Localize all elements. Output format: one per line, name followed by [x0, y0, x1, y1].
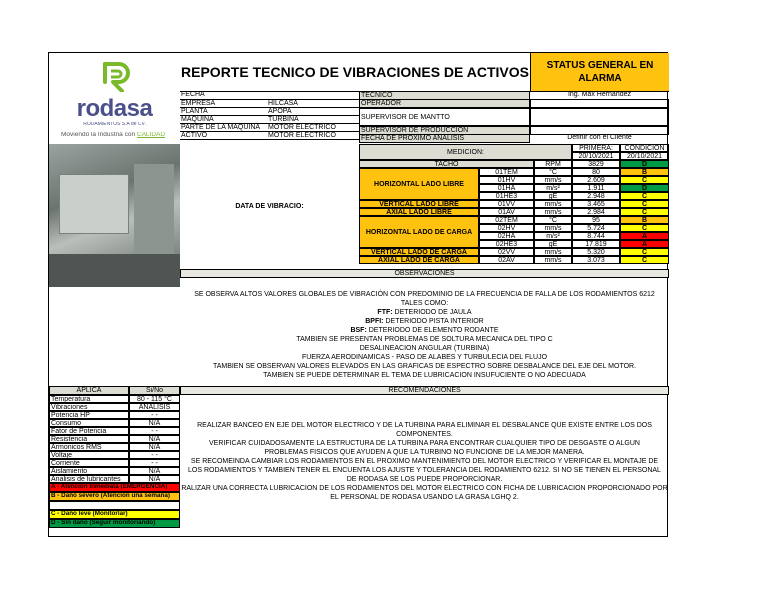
group-label: HORIZONTAL LADO LIBRE — [359, 168, 479, 200]
aplica-row-value: - - — [129, 459, 180, 467]
aplica-row-label: Corriente — [49, 459, 129, 467]
aplica-row-value: - - — [129, 411, 180, 419]
sino-header: Si/No — [129, 386, 180, 395]
obs-line3: FUERZA AERODINAMICAS - PASO DE ALABES Y TURBULECIA DEL FLUJO — [301, 354, 548, 361]
measure-status: B — [620, 168, 669, 176]
measure-status: C — [620, 192, 669, 200]
aplica-row-value: 80 - 115 °C — [129, 395, 180, 403]
measure-code: 02HV — [479, 224, 534, 232]
aplica-row-label: Consumo — [49, 419, 129, 427]
group-label: VERTICAL LADO LIBRE — [359, 200, 479, 208]
observaciones-body — [180, 278, 669, 386]
aplica-row-value: N/A — [129, 467, 180, 475]
measure-code: 01HV — [479, 176, 534, 184]
measure-value: 3.073 — [572, 256, 620, 264]
bsf-text: DETERIODO DE ELEMENTO RODANTE — [368, 327, 499, 334]
group-label: AXIAL LADO LIBRE — [359, 208, 479, 216]
machine-photo — [49, 144, 180, 287]
machine-base — [49, 254, 180, 287]
observaciones-header: OBSERVACIONES — [180, 269, 669, 278]
machine-housing — [59, 174, 129, 234]
medicion-label: MEDICION: — [359, 144, 572, 160]
measure-status: C — [620, 224, 669, 232]
supervisor-mantto-value — [530, 108, 669, 126]
fecha-prox-label: FECHA DE PROXIMO ANALISIS — [359, 134, 530, 143]
measure-unit: gE — [534, 192, 572, 200]
rec-p4: RALIZAR UNA CORRECTA LUBRICACION DE LOS RODAMIENTOS DEL MOTOR ELECTRICO CON FICHA DE LUBRICACION PROPORCIONADO POR EL PERSONAL DE RODASA USANDO LA GRASA LGHQ 2. — [181, 485, 668, 501]
measure-value: 3.465 — [572, 200, 620, 208]
measure-unit: mm/s — [534, 176, 572, 184]
measure-value: 5.320 — [572, 248, 620, 256]
measure-unit: m/s² — [534, 184, 572, 192]
bsf-label: BSF: — [350, 327, 367, 334]
rec-p3: SE RECOMEINDA CAMBIAR LOS RODAMIENTOS EN EL PROXIMO MANTENIMIENTO DEL MOTOR ELECTRICO Y VERIFICAR EL MONTAJE DE LOS RODAMIENTOS Y TAMBIEN TENER EL ENCUENTA LOS AJUSTE Y TOLERANCIA DEL RODAMIENTO 6212. SI NO SE TIENEN EL PERSONAL DE RODASA SE LOS PUEDE PROPORCIONAR. — [188, 458, 661, 483]
info-label-1: EMPRESA — [180, 100, 267, 108]
tacho-unit: RPM — [534, 160, 572, 168]
info-label-0: FECHA — [180, 91, 267, 100]
fecha-prox-value: Definir con el Cliente — [567, 134, 632, 141]
report-sheet — [48, 52, 668, 537]
aplica-row-label: Fator de Potencia — [49, 427, 129, 435]
ftf-label: FTF: — [377, 309, 393, 316]
measure-status: D — [620, 184, 669, 192]
measure-value: 17.819 — [572, 240, 620, 248]
measure-value: 5.724 — [572, 224, 620, 232]
info-value-0 — [267, 91, 359, 100]
report-title: REPORTE TECNICO DE VIBRACIONES DE ACTIVOS — [181, 64, 529, 80]
legend-item: B - Daño severo (Atencion una semana) — [49, 492, 180, 501]
measure-status: B — [620, 216, 669, 224]
group-label: HORIZONTAL LADO DE CARGA — [359, 216, 479, 248]
aplica-row-label: Armonicos RMS — [49, 443, 129, 451]
measure-value: 8.744 — [572, 232, 620, 240]
legend-item: D - Sin daño (Seguir monitoriando) — [49, 519, 180, 528]
measure-status: C — [620, 176, 669, 184]
aplica-row-value: N/A — [129, 435, 180, 443]
measure-status: C — [620, 208, 669, 216]
measure-unit: °C — [534, 168, 572, 176]
measure-value: 2.948 — [572, 192, 620, 200]
measure-unit: mm/s — [534, 248, 572, 256]
slogan-text: Moviendo la Industria con — [61, 132, 136, 138]
logo-area — [49, 53, 180, 144]
info-value-2: APOPA — [267, 108, 359, 116]
obs-line4: TAMBIEN SE OBSERVAN VALORES ELEVADOS EN LAS GRAFICAS DE ESPECTRO SOBRE DESBALANCE DEL EJE DEL MOTOR. — [212, 363, 637, 370]
measure-value: 2.609 — [572, 176, 620, 184]
aplica-header: APLICA — [49, 386, 129, 395]
info-value-3: TURBINA — [267, 116, 359, 124]
info-label-3: MAQUINA — [180, 116, 267, 124]
measure-code: 02TEM — [479, 216, 534, 224]
measure-value: 2.984 — [572, 208, 620, 216]
aplica-row-value: N/A — [129, 475, 180, 483]
obs-bsf — [184, 326, 665, 335]
measure-unit: mm/s — [534, 224, 572, 232]
obs-intro: SE OBSERVA ALTOS VALORES GLOBALES DE VIBRACIÓN CON PREDOMINIO DE LA FRECUENCIA DE FALLA DE LOS RODAMIENTOS 6212 TALES COMO: — [194, 291, 655, 307]
legend-item: C - Daño leve (Monitorlar) — [49, 510, 180, 519]
measure-unit: mm/s — [534, 208, 572, 216]
obs-line1: TAMBIEN SE PRESENTAN PROBLEMAS DE SOLTURA MECANICA DEL TIPO C — [296, 336, 553, 343]
group-label: AXIAL LADO DE CARGA — [359, 256, 479, 264]
condicion-label: CONDICION — [620, 144, 669, 152]
operador-label: OPERADOR — [359, 99, 530, 108]
aplica-row-label: Analisis de lubricantes — [49, 475, 129, 483]
aplica-row-label: Voltaje — [49, 451, 129, 459]
measure-code: 01HA — [479, 184, 534, 192]
info-value-4: MOTOR ELECTRICO — [267, 124, 359, 132]
measure-code: 02HA — [479, 232, 534, 240]
group-label: VERTICAL LADO DE CARGA — [359, 248, 479, 256]
aplica-row-value: - - — [129, 451, 180, 459]
measure-status: C — [620, 256, 669, 264]
info-label-4: PARTE DE LA MAQUINA — [180, 124, 267, 132]
aplica-row-label: Temperatura — [49, 395, 129, 403]
rec-p2: VERIFICAR CUIDADOSAMENTE LA ESTRUCTURA DE LA TURBINA PARA ENCONTRAR CUALQUIER TIPO DE DESGASTE O ALGUN PROBLEMAS FISICOS QUE AYUDEN A QUE LA TURBINO NO FUNCIONE DE LA MEJOR MANERA. — [209, 440, 640, 456]
measure-code: 01TEM — [479, 168, 534, 176]
primera-label: PRIMERA: — [572, 144, 620, 152]
measure-code: 01HE3 — [479, 192, 534, 200]
tecnico-label: TECNICO — [359, 91, 530, 100]
obs-line5: TAMBIEN SE PUEDE DETERMINAR EL TEMA DE LUBRICACION INSUFUCIENTE O NO ADECUADA — [263, 372, 586, 379]
data-vibracion-label: DATA DE VIBRACIO: — [235, 203, 304, 210]
supervisor-mantto-label: SUPERVISOR DE MANTTO — [359, 108, 530, 126]
tacho-value: 3829 — [572, 160, 620, 168]
info-value-5: MOTOR ELECTRICO — [267, 132, 359, 140]
legend-item — [49, 501, 180, 510]
measure-code: 02VV — [479, 248, 534, 256]
tacho-status: D — [620, 160, 669, 168]
aplica-row-label: Resistencia — [49, 435, 129, 443]
operador-value — [530, 99, 669, 108]
info-label-2: PLANTA — [180, 108, 267, 116]
measure-code: 01AV — [479, 208, 534, 216]
measure-code: 01VV — [479, 200, 534, 208]
measure-status: A — [620, 232, 669, 240]
brand-name: rodasa — [76, 97, 153, 121]
measure-code: 02HE3 — [479, 240, 534, 248]
bpfi-text: DETERIODO PISTA INTERIOR — [385, 318, 484, 325]
info-value-1: HILCASA — [267, 100, 359, 108]
measure-unit: mm/s — [534, 200, 572, 208]
aplica-row-value: ANALISIS — [129, 403, 180, 411]
tecnico-value: Ing. Max Hernandez — [567, 91, 632, 98]
legend-item: A - Atencion Inmediata (EMERGENCIA) — [49, 483, 180, 492]
rodasa-logo-icon — [99, 58, 131, 92]
info-label-5: ACTIVO — [180, 132, 267, 140]
machine-pipe — [134, 164, 174, 254]
measure-unit: m/s² — [534, 232, 572, 240]
measure-value: 1.911 — [572, 184, 620, 192]
measure-value: 95 — [572, 216, 620, 224]
aplica-row-value: N/A — [129, 419, 180, 427]
supervisor-prod-label: SUPERVISOR DE PRODUCCION — [359, 126, 530, 135]
slogan-highlight: CALIDAD — [136, 132, 166, 138]
aplica-row-value: - - — [129, 427, 180, 435]
obs-ftf — [184, 308, 665, 317]
measure-unit: °C — [534, 216, 572, 224]
aplica-row-label: Vibraciones — [49, 403, 129, 411]
measure-status: C — [620, 200, 669, 208]
tacho-label: TACHO — [359, 160, 534, 168]
primera-date: 20/10/2021 — [572, 152, 620, 160]
status-badge: STATUS GENERAL EN ALARMA — [530, 53, 669, 91]
ftf-text: DETERIODO DE JAULA — [394, 309, 472, 316]
measure-unit: mm/s — [534, 256, 572, 264]
aplica-row-label: Aislamiento — [49, 467, 129, 475]
recomendaciones-header: RECOMENDACIONES — [180, 386, 669, 395]
measure-status: A — [620, 240, 669, 248]
obs-bpfi — [184, 317, 665, 326]
measure-unit: gE — [534, 240, 572, 248]
condicion-date: 20/10/2021 — [620, 152, 669, 160]
aplica-row-label: Potencia HP — [49, 411, 129, 419]
measure-value: 80 — [572, 168, 620, 176]
brand-slogan — [61, 132, 180, 139]
recomendaciones-body — [180, 395, 669, 537]
measure-code: 02AV — [479, 256, 534, 264]
measure-status: C — [620, 248, 669, 256]
rec-p1: REALIZAR BANCEO EN EJE DEL MOTOR ELECTRICO Y DE LA TURBINA PARA ELIMINAR EL DESBALANCE QUE EXISTE ENTRE LOS DOS COMPONENTES. — [197, 422, 652, 438]
obs-line2: DESALINEACION ANGULAR (TURBINA) — [359, 345, 490, 352]
aplica-row-value: N/A — [129, 443, 180, 451]
bpfi-label: BPFI: — [365, 318, 384, 325]
brand-subtitle: RODAMIENTOS S.A de CV. — [83, 122, 146, 127]
